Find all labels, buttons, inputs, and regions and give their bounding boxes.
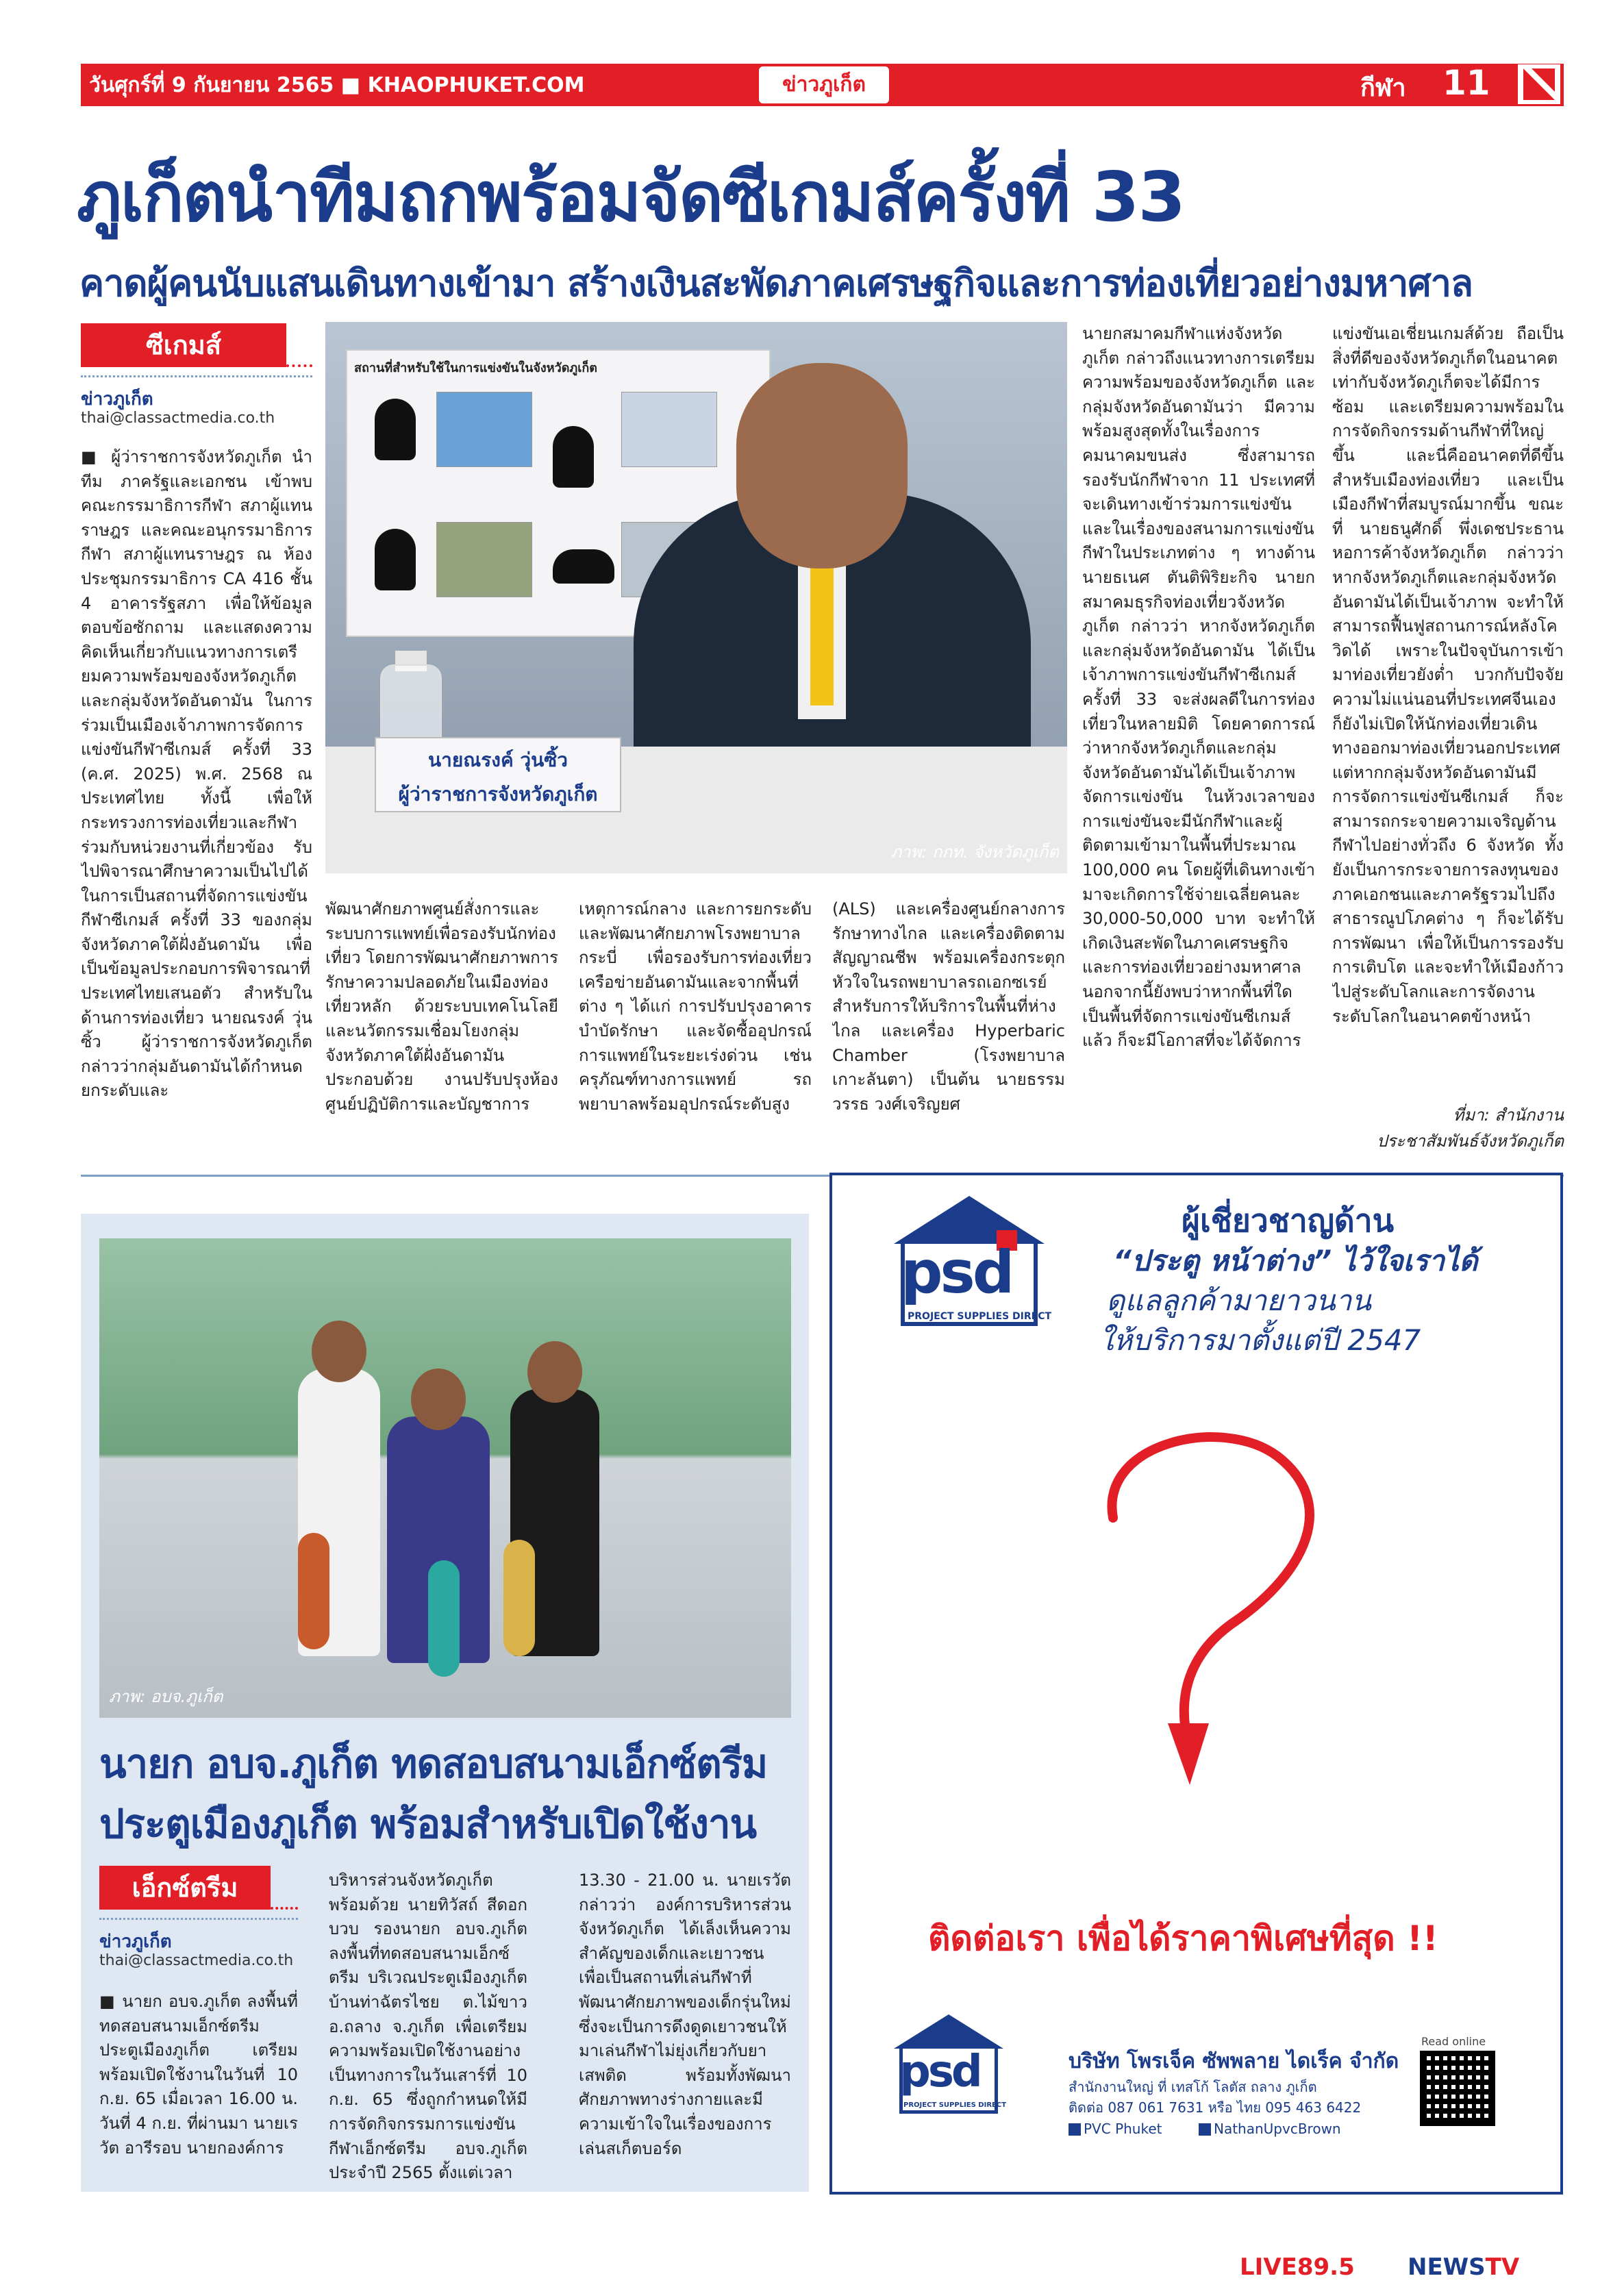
ad-subline: ดูแลลูกค้ามายาวนาน — [1106, 1284, 1371, 1317]
ad-call-to-action: ติดต่อเรา เพื่อได้ราคาพิเศษที่สุด !! — [928, 1919, 1438, 1958]
article-column-5: นายกสมาคมกีฬาแห่งจังหวัดภูเก็ต กล่าวถึงแนวทางการเตรียมความพร้อมของจังหวัดภูเก็ต และกลุ่มจังหวัดอันดามันว่า มีความพร้อมสูงสุดทั้งในเรื่องการคมนาคมขนส่ง ซึ่งสามารถรองรับนักกีฬาจาก 11 ประเทศที่จะเดินทางเข้าร่วมการแข่งขัน และในเรื่องของสนามการแข่งขันกีฬาในประเภทต่าง ๆ ทางด้าน นายธเนศ ตันติพิริยะกิจ นายกสมาคมธุรกิจท่องเที่ยวจังหวัดภูเก็ต กล่าวว่า หากจังหวัดภูเก็ตและกลุ่มจังหวัดอันดามัน ได้เป็นเจ้าภาพการแข่งขันกีฬาซีเกมส์ ครั้งที่ 33 จะส่งผลดีในการท่องเที่ยวในหลายมิติ โดยคาดการณ์ว่าหากจังหวัดภูเก็ตและกลุ่มจังหวัดอันดามันได้เป็นเจ้าภาพจัดการแข่งขัน ในห้วงเวลาของการแข่งขันจะมีนักกีฬาและผู้ติดตามเข้ามาในพื้นที่ประมาณ 100,000 คน โดยผู้ที่เดินทางเข้ามาจะเกิดการใช้จ่ายเฉลี่ยคนละ 30,000-50,000 บาท จะทำให้เกิดเงินสะพัดในภาคเศรษฐกิจและการท่องเที่ยวอย่างมหาศาล นอกจากนี้ยังพบว่าหากพื้นที่ใดเป็นพื้นที่จัดการแข่งขันซีเกมส์แล้ว ก็จะมีโอกาสที่จะได้จัดการ — [1082, 324, 1315, 1051]
facebook-icon — [1069, 2123, 1081, 2136]
facebook-icon — [1199, 2123, 1211, 2136]
tie — [810, 555, 834, 705]
ad-subline: ให้บริการมาตั้งแต่ปี 2547 — [1099, 1323, 1421, 1357]
article-column-6: แข่งขันเอเชี่ยนเกมส์ด้วย ถือเป็นสิ่งที่ดีของจังหวัดภูเก็ตในอนาคต เท่ากับจังหวัดภูเก็ตจะได้มีการซ้อม และเตรียมความพร้อมในการจัดกิจกรรมด้านกีฬาที่ใหญ่ขึ้น และนี่คืออนาคตที่ดีขึ้นสำหรับเมืองท่องเที่ยว และเป็นเมืองกีฬาที่สมบูรณ์มากขึ้น ขณะที่ นายธนูศักดิ์ พึ่งเดชประธานหอการค้าจังหวัดภูเก็ต กล่าวว่า หากจังหวัดภูเก็ตและกลุ่มจังหวัดอันดามันได้เป็นเจ้าภาพ จะทำให้สามารถฟื้นฟูสถานการณ์หลังโควิดได้ เพราะในปัจจุบันการเข้ามาท่องเที่ยวยังต่ำ บวกกับปัจจัยความไม่แน่นอนที่ประเทศจีนเองก็ยังไม่เปิดให้นักท่องเที่ยวเดินทางออกมาท่องเที่ยวนอกประเทศ แต่หากกลุ่มจังหวัดอันดามันมีการจัดการแข่งขันซีเกมส์ ก็จะสามารถกระจายความเจริญด้านกีฬาไปอย่างทั่วถึง 6 จังหวัด ทั้งยังเป็นการกระจายการลงทุนของภาคเอกชนและภาครัฐรวมไปถึงสาธารณูปโภคต่าง ๆ ก็จะได้รับการพัฒนา เพื่อให้เป็นการรองรับการเติบโต และจะทำให้เมืองก้าวไปสู่ระดับโลกและการจัดงานระดับโลกในอนาคตข้างหน้า — [1332, 324, 1564, 1026]
divider — [99, 1918, 298, 1920]
athlete-icon — [553, 549, 614, 584]
page-subheadline: คาดผู้คนนับแสนเดินทางเข้ามา สร้างเงินสะพัดภาคเศรษฐกิจและการท่องเที่ยวอย่างมหาศาล — [79, 262, 1473, 305]
arrow-icon — [1518, 64, 1560, 104]
section-name: กีฬา — [1360, 74, 1406, 102]
facebook-page-name: PVC Phuket — [1084, 2121, 1162, 2137]
skateboard — [503, 1540, 535, 1656]
byline-email: thai@classactmedia.co.th — [81, 410, 275, 427]
source-line-1: ที่มา: สำนักงาน — [1453, 1105, 1564, 1125]
byline: ข่าวภูเก็ต — [99, 1932, 172, 1952]
read-online-label: Read online — [1421, 2035, 1486, 2048]
advertisement — [829, 1173, 1563, 2195]
psd-logo: psd — [899, 2047, 980, 2097]
logo-text: LIVE — [1240, 2253, 1297, 2281]
byline: ข่าวภูเก็ต — [81, 389, 153, 410]
facebook-link[interactable] — [1069, 2121, 1162, 2137]
athlete-icon — [553, 426, 594, 488]
source-line-2: ประชาสัมพันธ์จังหวัดภูเก็ต — [1377, 1132, 1564, 1151]
newspaper-logo: ข่าวภูเก็ต — [759, 66, 889, 103]
byline-email: thai@classactmedia.co.th — [99, 1952, 294, 1969]
facebook-link[interactable] — [1199, 2121, 1341, 2137]
skateboard — [298, 1533, 329, 1649]
logo-frequency: 89.5 — [1297, 2253, 1355, 2281]
article-column-2: บริหารส่วนจังหวัดภูเก็ต พร้อมด้วย นายทิวัสถ์ สีดอกบวบ รองนายก อบจ.ภูเก็ต ลงพื้นที่ทดสอบสนามเอ็กซ์ตรีม บริเวณประตูเมืองภูเก็ต บ้านท่าฉัตรไชย ต.ไม้ขาว อ.ถลาง จ.ภูเก็ต เพื่อเตรียมความพร้อมเปิดใช้งานอย่างเป็นทางการในวันเสาร์ที่ 10 ก.ย. 65 ซึ่งถูกกำหนดให้มีการจัดกิจกรรมการแข่งขันกีฬาเอ็กซ์ตรีม อบจ.ภูเก็ต ประจำปี 2565 ตั้งแต่เวลา — [329, 1871, 527, 2183]
company-name: บริษัท โพรเจ็ค ซัพพลาย ไดเร็ค จำกัด — [1069, 2049, 1399, 2073]
article-column-2: พัฒนาศักยภาพศูนย์สั่งการและระบบการแพทย์เพื่อรองรับนักท่องเที่ยว โดยการพัฒนาศักยภาพการรักษาความปลอดภัยในเมืองท่องเที่ยวหลัก ด้วยระบบเทคโนโลยีและนวัตกรรมเชื่อมโยงกลุ่มจังหวัดภาคใต้ฝั่งอันดามันประกอบด้วย งานปรับปรุงห้องศูนย์ปฏิบัติการและบัญชาการ — [325, 899, 558, 1114]
logo-text: NEWS — [1408, 2253, 1486, 2281]
house-roof-icon — [894, 1196, 1045, 1244]
ad-headline: “ประตู หน้าต่าง” ไว้ใจเราได้ — [1113, 1244, 1478, 1277]
photo-credit: ภาพ: อบจ.ภูเก็ต — [109, 1687, 223, 1706]
qr-code-icon[interactable] — [1420, 2051, 1495, 2126]
article-column-1: ■ นายก อบจ.ภูเก็ต ลงพื้นที่ทดสอบสนามเอ็กซ์ตรีม ประตูเมืองภูเก็ต เตรียมพร้อมเปิดใช้งานในวันที่ 10 ก.ย. 65 เมื่อเวลา 16.00 น. วันที่ 4 ก.ย. ที่ผ่านมา นายเรวัต อารีรอบ นายกองค์การ — [99, 1992, 298, 2158]
article-column-4: (ALS) และเครื่องศูนย์กลางการรักษาทางไกล และเครื่องติดตามสัญญาณชีพ พร้อมเครื่องกระตุกหัวใจในรถพยาบาลรถเอกซเรย์ สำหรับการให้บริการในพื้นที่ห่างไกล และเครื่อง Hyperbaric Chamber (โรงพยาบาลเกาะลันตา) เป็นต้น นายธรรมวรรธ วงศ์เจริญยศ — [832, 899, 1065, 1114]
person-head — [411, 1369, 466, 1430]
ad-headline: ผู้เชี่ยวชาญด้าน — [1182, 1202, 1395, 1239]
house-roof-icon — [894, 2014, 1003, 2049]
article-column-3: เหตุการณ์กลาง และการยกระดับและพัฒนาศักยภาพโรงพยาบาลกระบี่ เพื่อรองรับการท่องเที่ยวเครือข่ายอันดามันและจากพื้นที่ต่าง ๆ ได้แก่ การปรับปรุงอาคารบำบัดรักษา และจัดซื้ออุปกรณ์การแพทย์ในระยะเร่งด่วน เช่น ครุภัณฑ์ทางการแพทย์ รถพยาบาลพร้อมอุปกรณ์ระดับสูง — [579, 899, 812, 1114]
footer-radio-logo — [1240, 2253, 1355, 2281]
page-headline: ภูเก็ตนำทีมถกพร้อมจัดซีเกมส์ครั้งที่ 33 — [77, 157, 1185, 237]
story-headline-line-2: ประตูเมืองภูเก็ต พร้อมสำหรับเปิดใช้งาน — [99, 1801, 757, 1847]
question-mark-icon — [1031, 1401, 1373, 1812]
slide-title: สถานที่สำหรับใช้ในการแข่งขันในจังหวัดภูเก็ต — [354, 361, 597, 375]
athlete-icon — [375, 529, 416, 590]
person-head — [312, 1321, 366, 1382]
section-tag: เอ็กซ์ตรีม — [99, 1866, 271, 1910]
psd-logo: psd — [901, 1238, 1012, 1307]
company-phone: ติดต่อ 087 061 7631 หรือ ไทย 095 463 6422 — [1069, 2099, 1362, 2116]
divider — [271, 1907, 298, 1910]
photo-governor-meeting — [325, 322, 1067, 873]
article-column-3: 13.30 - 21.00 น. นายเรวัต กล่าวว่า องค์การบริหารส่วนจังหวัดภูเก็ต ได้เล็งเห็นความสำคัญของเด็กและเยาวชน เพื่อเป็นสถานที่เล่นกีฬาที่พัฒนาศักยภาพของเด็กรุ่นใหม่ ซึ่งจะเป็นการดึงดูดเยาวชนให้มาเล่นกีฬาไม่ยุ่งเกี่ยวกับยาเสพติด พร้อมทั้งพัฒนาศักยภาพทางร่างกายและมีความเข้าใจในเรื่องของการเล่นสเก็ตบอร์ด — [579, 1871, 791, 2158]
skateboard — [428, 1560, 460, 1677]
venue-photo — [621, 392, 717, 467]
psd-tagline: PROJECT SUPPLIES DIRECT — [903, 2101, 1007, 2109]
logo-text: TV — [1485, 2253, 1520, 2281]
speaker-head — [736, 363, 908, 568]
nameplate — [375, 737, 621, 812]
person-head — [527, 1341, 582, 1403]
venue-photo — [436, 392, 532, 467]
story-headline-line-1: นายก อบจ.ภูเก็ต ทดสอบสนามเอ็กซ์ตรีม — [99, 1740, 768, 1787]
article-column-1: ■ ผู้ว่าราชการจังหวัดภูเก็ต นำทีม ภาครัฐและเอกชน เข้าพบคณะกรรมาธิการกีฬา สภาผู้แทนราษฎร และคณะอนุกรรมาธิการกีฬา สภาผู้แทนราษฎร ณ ห้องประชุมกรรมาธิการ CA 416 ชั้น 4 อาคารรัฐสภา เพื่อให้ข้อมูล ตอบข้อซักถาม และแสดงความคิดเห็นเกี่ยวกับแนวทางการเตรียมความพร้อมของจังหวัดภูเก็ต และกลุ่มจังหวัดอันดามัน ในการร่วมเป็นเมืองเจ้าภาพการจัดการแข่งขันกีฬาซีเกมส์ ครั้งที่ 33 (ค.ศ. 2025) พ.ศ. 2568 ณ ประเทศไทย ทั้งนี้ เพื่อให้กระทรวงการท่องเที่ยวและกีฬาร่วมกับหน่วยงานที่เกี่ยวข้อง รับไปพิจารณาศึกษาความเป็นไปได้ ในการเป็นสถานที่จัดการแข่งขันกีฬาซีเกมส์ ครั้งที่ 33 ของกลุ่มจังหวัดภาคใต้ฝั่งอันดามัน เพื่อเป็นข้อมูลประกอบการพิจารณาที่ประเทศไทยเสนอตัว สำหรับในด้านการท่องเที่ยว นายณรงค์ วุ่นซิ้ว ผู้ว่าราชการจังหวัดภูเก็ต กล่าวว่ากลุ่มอันดามันได้กำหนดยกระดับและ — [81, 447, 312, 1101]
page-number: 11 — [1442, 63, 1490, 103]
facebook-page-name: NathanUpvcBrown — [1214, 2121, 1341, 2137]
section-tag: ซีเกมส์ — [81, 323, 286, 367]
company-office: สำนักงานใหญ่ ที่ เทสโก้ โลตัส ถลาง ภูเก็ต — [1069, 2079, 1317, 2095]
nameplate-name: นายณรงค์ วุ่นซิ้ว — [427, 749, 569, 771]
divider — [81, 375, 312, 377]
photo-skatepark — [99, 1238, 791, 1718]
divider — [286, 364, 312, 367]
photo-credit: ภาพ: กกท. จังหวัดภูเก็ต — [890, 842, 1059, 862]
psd-tagline: PROJECT SUPPLIES DIRECT — [908, 1311, 1052, 1322]
venue-photo — [436, 522, 532, 597]
footer-tv-logo — [1408, 2253, 1519, 2281]
nameplate-title: ผู้ว่าราชการจังหวัดภูเก็ต — [398, 783, 598, 805]
header-date: วันศุกร์ที่ 9 กันยายน 2565 ■ KHAOPHUKET.COM — [89, 73, 585, 97]
athlete-icon — [375, 399, 416, 460]
